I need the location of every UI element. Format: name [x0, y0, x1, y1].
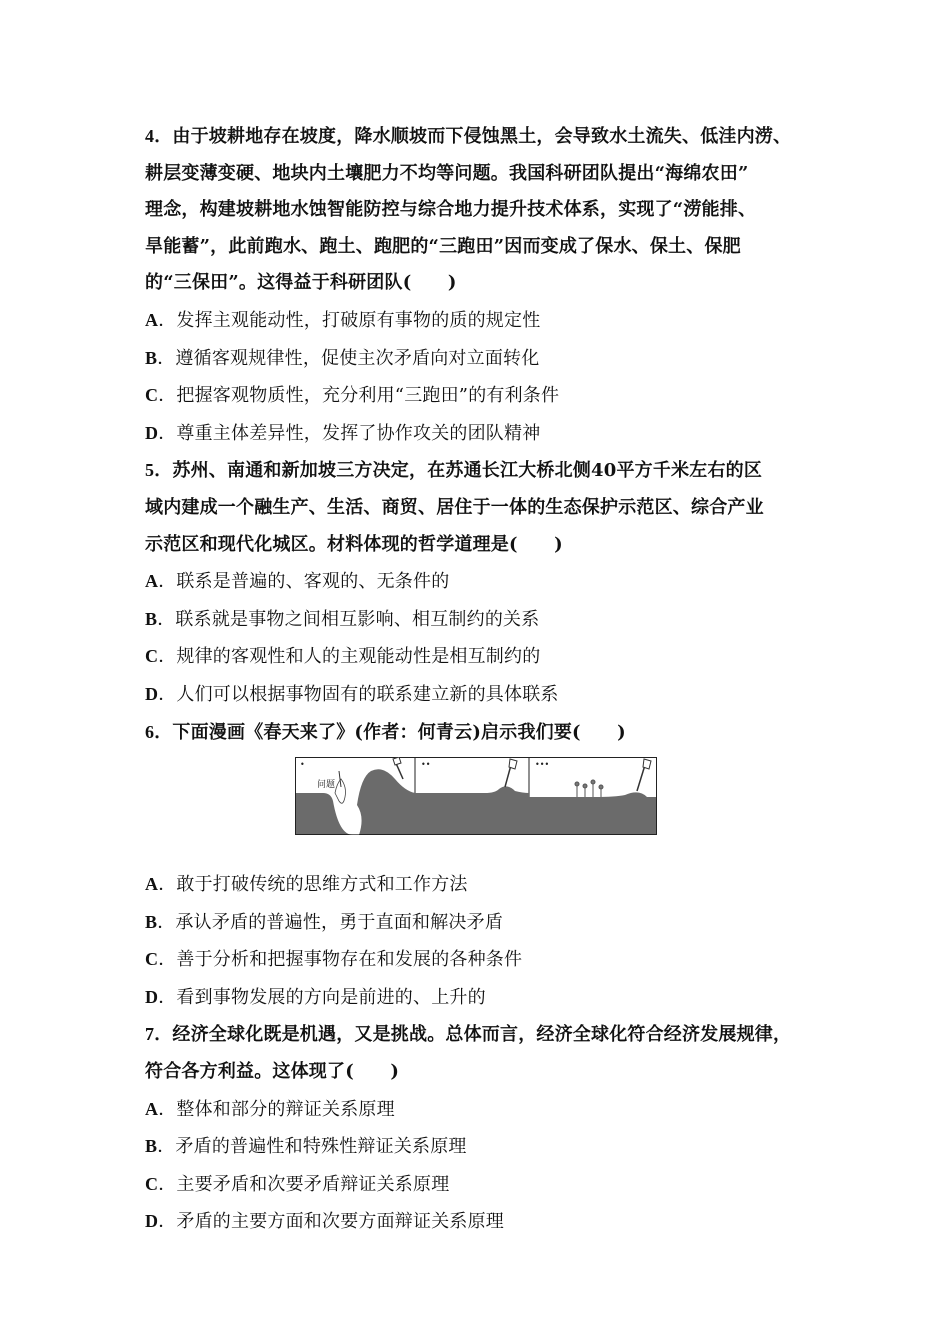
question-stem-line: 耕层变薄变硬、地块内土壤肥力不均等问题。我国科研团队提出“海绵农田”: [145, 162, 749, 184]
option-b[interactable]: B．联系就是事物之间相互影响、相互制约的关系: [145, 608, 540, 630]
panel-mark: •••: [535, 760, 550, 770]
question-number: 6: [145, 721, 155, 742]
question-7: [145, 1016, 825, 1241]
question-stem-line: 示范区和现代化城区。材料体现的哲学道理是( ): [145, 533, 563, 555]
option-a[interactable]: A．发挥主观能动性，打破原有事物的质的规定性: [145, 309, 541, 331]
question-5: [145, 452, 825, 713]
question-stem-line: 域内建成一个融生产、生活、商贸、居住于一体的生态保护示范区、综合产业: [145, 496, 764, 518]
question-stem-line: 理念，构建坡耕地水蚀智能防控与综合地力提升技术体系，实现了“涝能排、: [145, 199, 757, 221]
question-stem-line: 5．苏州、南通和新加坡三方决定，在苏通长江大桥北侧40平方千米左右的区: [145, 460, 763, 482]
option-a[interactable]: A．联系是普遍的、客观的、无条件的: [145, 571, 450, 593]
question-page: [145, 118, 825, 1241]
question-number: 4: [145, 126, 155, 146]
option-c[interactable]: C．把握客观物质性，充分利用“三跑田”的有利条件: [145, 385, 560, 407]
question-stem-line: 符合各方利益。这体现了( ): [145, 1061, 400, 1083]
option-d[interactable]: D．矛盾的主要方面和次要方面辩证关系原理: [145, 1211, 505, 1233]
question-number: 5: [145, 460, 155, 481]
spring-cartoon-image: [295, 757, 657, 835]
question-stem-line: 6．下面漫画《春天来了》(作者：何青云)启示我们要( ): [145, 721, 626, 743]
option-c[interactable]: C．规律的客观性和人的主观能动性是相互制约的: [145, 646, 541, 668]
option-b[interactable]: B．承认矛盾的普遍性，勇于直面和解决矛盾: [145, 911, 504, 933]
cartoon-label: 问题: [317, 780, 336, 791]
option-d[interactable]: D．看到事物发展的方向是前进的、上升的: [145, 986, 486, 1008]
question-stem-line: 的“三保田”。这得益于科研团队( ): [145, 272, 457, 294]
question-stem-line: 旱能蓄”，此前跑水、跑土、跑肥的“三跑田”因而变成了保水、保土、保肥: [145, 235, 741, 257]
question-4: [145, 118, 825, 452]
mound-shape: [415, 787, 529, 835]
panel-mark: ••: [421, 760, 431, 770]
cartoon-figure: [145, 751, 825, 866]
option-d[interactable]: D．尊重主体差异性，发挥了协作攻关的团队精神: [145, 422, 541, 444]
option-c[interactable]: C．主要矛盾和次要矛盾辩证关系原理: [145, 1173, 450, 1195]
question-number: 7: [145, 1024, 155, 1045]
option-c[interactable]: C．善于分析和把握事物存在和发展的各种条件: [145, 949, 523, 971]
option-b[interactable]: B．矛盾的普遍性和特殊性辩证关系原理: [145, 1136, 467, 1158]
question-stem-line: 7．经济全球化既是机遇，又是挑战。总体而言，经济全球化符合经济发展规律，: [145, 1024, 792, 1046]
question-6: [145, 714, 825, 1017]
ground-shape: [529, 793, 656, 835]
option-b[interactable]: B．遵循客观规律性，促使主次矛盾向对立面转化: [145, 347, 540, 369]
option-a[interactable]: A．整体和部分的辩证关系原理: [145, 1098, 395, 1120]
option-a[interactable]: A．敢于打破传统的思维方式和工作方法: [145, 874, 468, 896]
option-d[interactable]: D．人们可以根据事物固有的联系建立新的具体联系: [145, 683, 559, 705]
panel-mark: •: [300, 760, 305, 770]
question-stem-line: 4．由于坡耕地存在坡度，降水顺坡而下侵蚀黑土，会导致水土流失、低洼内涝、: [145, 126, 792, 147]
